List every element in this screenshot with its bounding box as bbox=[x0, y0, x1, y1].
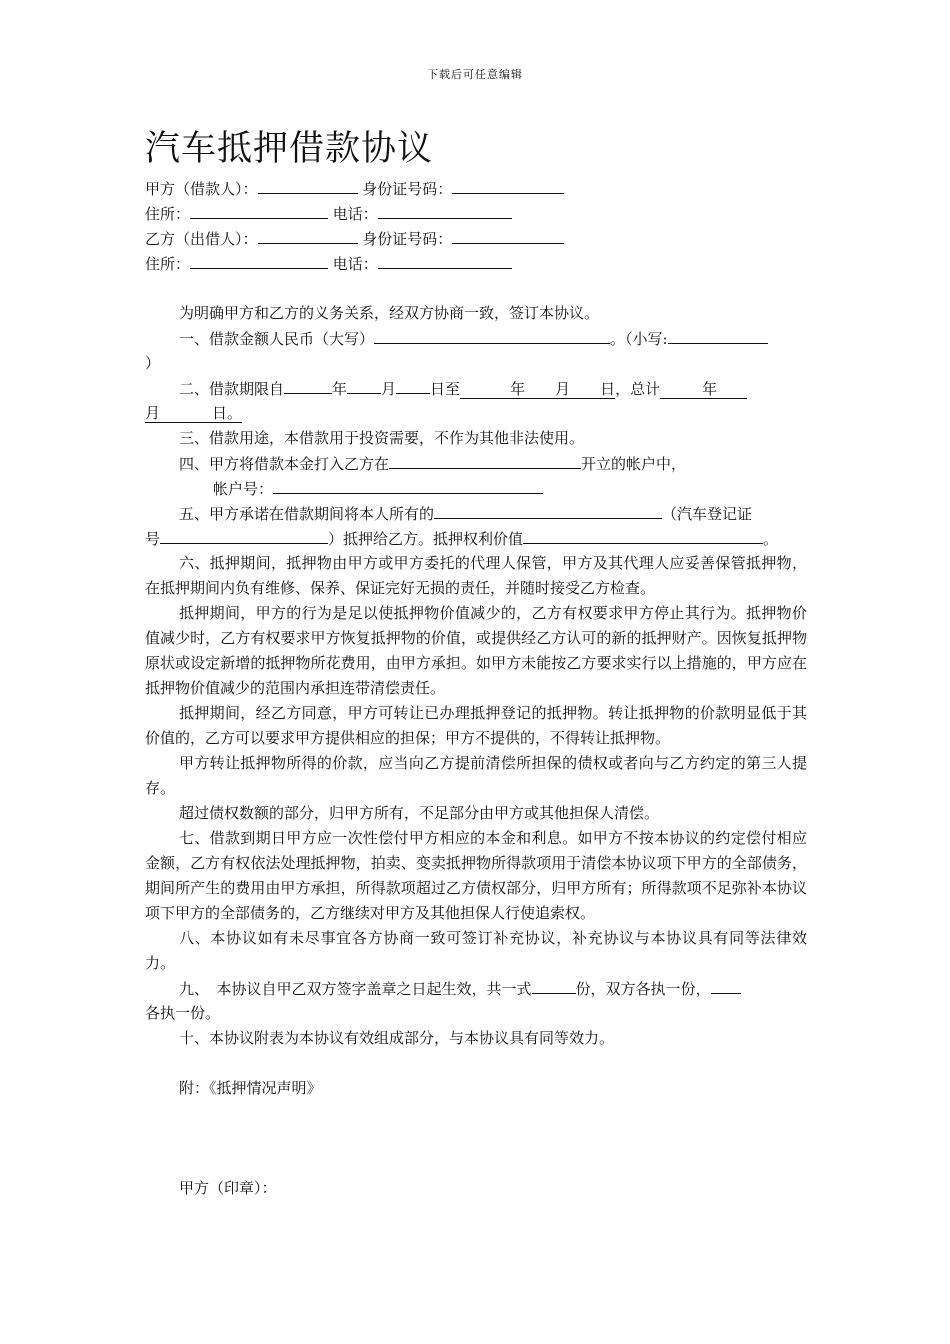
copies-holder-blank[interactable] bbox=[711, 976, 741, 994]
party-b-name-blank[interactable] bbox=[258, 226, 358, 244]
total-year-label: 年 bbox=[702, 380, 718, 398]
clause-1 bbox=[145, 326, 807, 351]
vehicle-blank[interactable] bbox=[434, 501, 662, 519]
clause-2-end bbox=[145, 401, 807, 426]
clause-5-label: 五、甲方承诺在借款期间将本人所有的 bbox=[179, 505, 435, 523]
clause-5-reg: （汽车登记证 bbox=[662, 505, 753, 523]
clause-9 bbox=[145, 976, 807, 1001]
party-b-address-line bbox=[145, 251, 807, 276]
page-header: 下载后可任意编辑 bbox=[427, 68, 523, 81]
clause-2-label: 二、借款期限自 bbox=[179, 380, 285, 398]
account-label: 帐户号： bbox=[213, 480, 274, 498]
clause-9-label: 九、 本协议自甲乙双方签字盖章之日起生效，共一式 bbox=[179, 980, 532, 998]
party-b-label: 乙方（出借人）： bbox=[145, 230, 258, 248]
clause-4-post: 开立的帐户中， bbox=[581, 455, 687, 473]
registration-number-blank[interactable] bbox=[160, 526, 328, 544]
end-day-label: 日 bbox=[600, 380, 616, 398]
clause-5-num-label: 号 bbox=[145, 530, 161, 548]
clause-6-paragraph-4: 甲方转让抵押物所得的价款，应当向乙方提前清偿所担保的债权或者向与乙方约定的第三人提存。 bbox=[145, 754, 807, 797]
clause-4-label: 四、甲方将借款本金打入乙方在 bbox=[179, 455, 390, 473]
account-number-blank[interactable] bbox=[273, 476, 543, 494]
account-line bbox=[145, 476, 807, 501]
clause-1-small-label: 。（小写: bbox=[610, 330, 668, 348]
copies-count-blank[interactable] bbox=[532, 976, 576, 994]
total-day-label: 日。 bbox=[212, 404, 243, 422]
clause-4 bbox=[145, 451, 807, 476]
clause-5-end: 。 bbox=[763, 530, 779, 548]
party-a-line bbox=[145, 176, 807, 201]
clause-6-paragraph-2: 抵押期间，甲方的行为是足以使抵押物价值减少的，乙方有权要求甲方停止其行为。抵押物价值减少时，乙方有权要求甲方恢复抵押物的价值，或提供经乙方认可的新的抵押财产。因恢复抵押物原状或设定新增的抵押物所花费用，由甲方承担。如甲方未能按乙方要求实行以上措施的，甲方应在抵押物价值减少的范围内承担连带清偿责任。 bbox=[145, 604, 807, 697]
year-label: 年 bbox=[332, 380, 348, 398]
party-b-address-label: 住所： bbox=[145, 255, 191, 273]
party-a-seal: 甲方（印章）： bbox=[179, 1179, 277, 1197]
clause-6-paragraph-5: 超过债权数额的部分，归甲方所有，不足部分由甲方或其他担保人清偿。 bbox=[179, 804, 660, 822]
total-label: ，总计 bbox=[615, 380, 661, 398]
party-a-id-blank[interactable] bbox=[452, 176, 564, 194]
clause-9-end: 各执一份。 bbox=[145, 1004, 221, 1022]
clause-5-mid: ）抵押给乙方。抵押权利价值 bbox=[328, 530, 524, 548]
end-month-label: 月 bbox=[555, 380, 571, 398]
start-month-blank[interactable] bbox=[347, 376, 381, 394]
start-day-blank[interactable] bbox=[396, 376, 430, 394]
loan-amount-figures-blank[interactable] bbox=[668, 326, 768, 344]
party-b-line bbox=[145, 226, 807, 251]
month-label: 月 bbox=[381, 380, 397, 398]
loan-amount-words-blank[interactable] bbox=[374, 326, 610, 344]
party-b-tel-label: 电话： bbox=[332, 255, 378, 273]
total-month-underlined[interactable] bbox=[145, 404, 242, 423]
clause-2 bbox=[145, 376, 807, 401]
clause-6-paragraph-3: 抵押期间，经乙方同意，甲方可转让已办理抵押登记的抵押物。转让抵押物的价款明显低于其价值的，乙方可以要求甲方提供相应的担保；甲方不提供的，不得转让抵押物。 bbox=[145, 704, 807, 747]
attachment-note: 附：《抵押情况声明》 bbox=[179, 1079, 322, 1097]
party-b-address-blank[interactable] bbox=[190, 251, 328, 269]
party-b-id-blank[interactable] bbox=[452, 226, 564, 244]
clause-9-mid: 份，双方各执一份， bbox=[575, 980, 711, 998]
clause-10: 十、本协议附表为本协议有效组成部分，与本协议具有同等效力。 bbox=[179, 1029, 615, 1047]
party-a-address-line bbox=[145, 201, 807, 226]
intro-paragraph: 为明确甲方和乙方的义务关系，经双方协商一致，签订本协议。 bbox=[179, 304, 600, 322]
end-date-underlined[interactable] bbox=[460, 380, 615, 399]
party-a-id-label: 身份证号码： bbox=[362, 180, 453, 198]
clause-1-end: ） bbox=[145, 354, 161, 372]
clause-8: 八、本协议如有未尽事宜各方协商一致可签订补充协议，补充协议与本协议具有同等法律效力。 bbox=[145, 929, 807, 972]
party-a-label: 甲方（借款人）： bbox=[145, 180, 258, 198]
clause-5-cont bbox=[145, 526, 807, 551]
party-a-tel-label: 电话： bbox=[332, 205, 378, 223]
bank-name-blank[interactable] bbox=[389, 451, 581, 469]
party-a-tel-blank[interactable] bbox=[378, 201, 512, 219]
party-b-tel-blank[interactable] bbox=[378, 251, 512, 269]
party-a-address-blank[interactable] bbox=[190, 201, 328, 219]
party-a-address-label: 住所： bbox=[145, 205, 191, 223]
total-duration-underlined[interactable] bbox=[660, 380, 747, 399]
collateral-value-blank[interactable] bbox=[523, 526, 763, 544]
clause-6: 六、抵押期间，抵押物由甲方或甲方委托的代理人保管，甲方及其代理人应妥善保管抵押物，在抵押期间内负有维修、保养、保证完好无损的责任，并随时接受乙方检查。 bbox=[145, 554, 807, 597]
clause-5 bbox=[145, 501, 807, 526]
total-month-label: 月 bbox=[145, 404, 161, 422]
clause-1-label: 一、借款金额人民币（大写） bbox=[179, 330, 375, 348]
clause-7: 七、借款到期日甲方应一次性偿付甲方相应的本金和利息。如甲方不按本协议的约定偿付相应金额，乙方有权依法处理抵押物，拍卖、变卖抵押物所得款项用于清偿本协议项下甲方的全部债务，期间所产生的费用由甲方承担，所得款项超过乙方债权部分，归甲方所有；所得款项不足弥补本协议项下甲方的全部债务的，乙方继续对甲方及其他担保人行使追索权。 bbox=[145, 829, 807, 922]
clause-3: 三、借款用途，本借款用于投资需要，不作为其他非法使用。 bbox=[179, 429, 585, 447]
document-title: 汽车抵押借款协议 bbox=[145, 129, 434, 169]
document-body bbox=[145, 126, 807, 1201]
end-year-label: 年 bbox=[510, 380, 526, 398]
party-b-id-label: 身份证号码： bbox=[362, 230, 453, 248]
party-a-name-blank[interactable] bbox=[258, 176, 358, 194]
day-to-label: 日至 bbox=[430, 380, 461, 398]
start-year-blank[interactable] bbox=[284, 376, 332, 394]
